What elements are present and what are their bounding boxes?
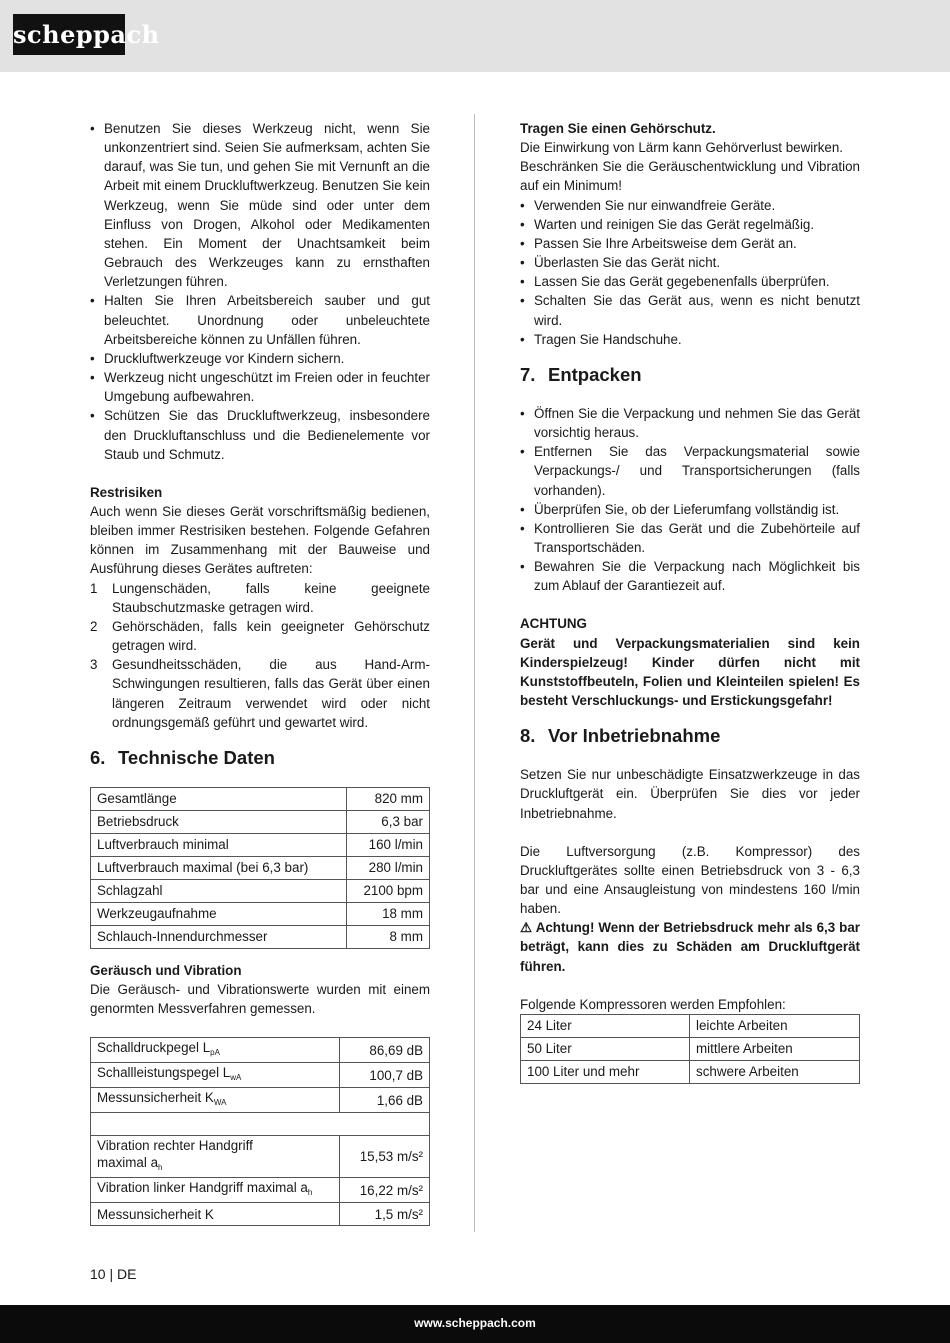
list-item: • Passen Sie Ihre Arbeitsweise dem Gerät an. bbox=[520, 234, 860, 253]
section-heading-vor-inbetriebnahme: 8. Vor Inbetriebnahme bbox=[520, 725, 721, 747]
list-item: • Lassen Sie das Gerät gegebenenfalls überprüfen. bbox=[520, 272, 860, 291]
table-row: Betriebsdruck 6,3 bar bbox=[91, 810, 430, 833]
noise-heading: Geräusch und Vibration bbox=[90, 962, 242, 978]
table-row: Werkzeugaufnahme 18 mm bbox=[91, 902, 430, 925]
list-item: • Schützen Sie das Druckluftwerkzeug, insbesondere den Druckluftanschluss und die Bedienelemente vor Staub und Schmutz. bbox=[90, 406, 430, 463]
table-row: Messunsicherheit K 1,5 m/s² bbox=[91, 1203, 430, 1226]
list-item: • Druckluftwerkzeuge vor Kindern sichern. bbox=[90, 349, 430, 368]
list-item: • Benutzen Sie dieses Werkzeug nicht, wenn Sie unkonzentriert sind. Seien Sie aufmerksam, achten Sie darauf, was Sie tun, und gehen Sie mit Vernunft an die Arbeit mit einem Druckluftwerkzeug. Benutzen Sie kein Werkzeug, wenn Sie müde sind oder unter dem Einfluss von Drogen, Alkohol oder Medikamenten stehen. Ein Moment der Unachtsamkeit beim Gebrauch des Werkzeuges kann zu ernsthaften Verletzungen führen. bbox=[90, 119, 430, 291]
list-item: • Überlasten Sie das Gerät nicht. bbox=[520, 253, 860, 272]
list-item: • Kontrollieren Sie das Gerät und die Zubehörteile auf Transportschäden. bbox=[520, 519, 860, 557]
restrisiken-heading: Restrisiken bbox=[90, 484, 163, 500]
table-row: Luftverbrauch minimal 160 l/min bbox=[91, 833, 430, 856]
list-item: • Überprüfen Sie, ob der Lieferumfang vollständig ist. bbox=[520, 500, 860, 519]
section-heading-technische-daten: 6. Technische Daten bbox=[90, 746, 275, 768]
compressor-table bbox=[520, 1014, 860, 1084]
tech-data-table bbox=[90, 787, 430, 949]
achtung-text: Gerät und Verpackungsmaterialien sind kein Kinderspielzeug! Kinder dürfen nicht mit Kunststoffbeuteln, Folien und Kleinteilen spielen! Es besteht Verschluckungs- und Erstickungsgefahr! bbox=[520, 635, 860, 709]
list-item: 2 Gehörschäden, falls kein geeigneter Gehörschutz getragen wird. bbox=[90, 618, 430, 654]
list-item: • Schalten Sie das Gerät aus, wenn es nicht benutzt wird. bbox=[520, 291, 860, 329]
table-row: 50 Liter mittlere Arbeiten bbox=[521, 1037, 860, 1060]
table-row-empty bbox=[91, 1113, 430, 1136]
vor-text: Setzen Sie nur unbeschädigte Einsatzwerkzeuge in das Druckluftgerät ein. Überprüfen Sie dies vor jeder Inbetriebnahme. bbox=[520, 767, 860, 821]
hearing-heading: Tragen Sie einen Gehörschutz. bbox=[520, 121, 716, 136]
table-row: Vibration rechter Handgriff maximal $a_h$ 15,53 m/s² bbox=[91, 1136, 430, 1178]
pressure-warning: ⚠ Achtung! Wenn der Betriebsdruck mehr als 6,3 bar beträgt, kann dies zu Schäden am Druckluftgerät führen. bbox=[520, 920, 860, 974]
restrisiken-text: Auch wenn Sie dieses Gerät vorschriftsmäßig bedienen, bleiben immer Restrisiken bestehen. Folgende Gefahren können im Zusammenhang mit der Bauweise und Ausführung dieses Gerätes auftreten: bbox=[90, 503, 430, 577]
list-item: • Entfernen Sie das Verpackungsmaterial sowie Verpackungs-/ und Transportsicherungen (falls vorhanden). bbox=[520, 442, 860, 499]
header-bar bbox=[0, 0, 950, 72]
table-row: Schalldruckpegel $L_{pA}$ 86,69 dB bbox=[91, 1038, 430, 1063]
list-item: 1 Lungenschäden, falls keine geeignete Staubschutzmaske getragen wird. bbox=[90, 580, 430, 615]
right-column bbox=[520, 119, 860, 1084]
risk-list bbox=[90, 579, 430, 732]
table-row: Messunsicherheit $K_{WA}$ 1,66 dB bbox=[91, 1088, 430, 1113]
warning-triangle-icon: ⚠ bbox=[520, 920, 533, 936]
section-heading-entpacken: 7. Entpacken bbox=[520, 363, 642, 385]
footer-url[interactable]: www.scheppach.com bbox=[414, 1316, 536, 1330]
list-item: • Bewahren Sie die Verpackung nach Möglichkeit bis zum Ablauf der Garantiezeit auf. bbox=[520, 557, 860, 595]
safety-bullet-list bbox=[90, 119, 430, 464]
noise-vibration-table bbox=[90, 1037, 430, 1226]
left-column bbox=[90, 119, 430, 1226]
hearing-text: Beschränken Sie die Geräuschentwicklung und Vibration auf ein Minimum! bbox=[520, 159, 860, 194]
list-item: • Warten und reinigen Sie das Gerät regelmäßig. bbox=[520, 215, 860, 234]
page-number: 10 | DE bbox=[90, 1266, 137, 1282]
column-divider bbox=[474, 114, 475, 1232]
noise-text: Die Geräusch- und Vibrationswerte wurden mit einem genormten Messverfahren gemessen. bbox=[90, 982, 430, 1017]
list-item: • Tragen Sie Handschuhe. bbox=[520, 330, 860, 349]
list-item: • Verwenden Sie nur einwandfreie Geräte. bbox=[520, 196, 860, 215]
table-row: Vibration linker Handgriff maximal $a_h$ 16,22 m/s² bbox=[91, 1178, 430, 1203]
list-item: • Halten Sie Ihren Arbeitsbereich sauber und gut beleuchtet. Unordnung oder unbeleuchtete Arbeitsbereiche können zu Unfällen führen. bbox=[90, 291, 430, 348]
table-row: Gesamtlänge 820 mm bbox=[91, 787, 430, 810]
footer-bar bbox=[0, 1305, 950, 1343]
brand-logo: scheppach bbox=[13, 14, 125, 55]
hearing-text: Die Einwirkung von Lärm kann Gehörverlust bewirken. bbox=[520, 140, 844, 156]
compressor-intro: Folgende Kompressoren werden Empfohlen: bbox=[520, 996, 786, 1012]
list-item: • Öffnen Sie die Verpackung und nehmen Sie das Gerät vorsichtig heraus. bbox=[520, 404, 860, 442]
list-item: 3 Gesundheitsschäden, die aus Hand-Arm- Schwingungen resultieren, falls das Gerät über einen längeren Zeitraum verwendet wird oder nicht ordnungsgemäß geführt und gewartet wird. bbox=[90, 657, 430, 730]
table-row: Luftverbrauch maximal (bei 6,3 bar) 280 l/min bbox=[91, 856, 430, 879]
unpack-bullet-list bbox=[520, 404, 860, 596]
table-row: 24 Liter leichte Arbeiten bbox=[521, 1014, 860, 1037]
list-item: • Werkzeug nicht ungeschützt im Freien oder in feuchter Umgebung aufbewahren. bbox=[90, 368, 430, 406]
table-row: Schlauch-Innendurchmesser 8 mm bbox=[91, 925, 430, 948]
table-row: Schallleistungspegel $L_{wA}$ 100,7 dB bbox=[91, 1063, 430, 1088]
hearing-bullet-list bbox=[520, 196, 860, 349]
achtung-heading: ACHTUNG bbox=[520, 616, 587, 632]
vor-text: Die Luftversorgung (z.B. Kompressor) des Druckluftgerätes sollte einen Betriebsdruck von 3 - 6,3 bar und eine Ansaugleistung von mindestens 160 l/min haben. bbox=[520, 843, 860, 917]
table-row: Schlagzahl 2100 bpm bbox=[91, 879, 430, 902]
table-row: 100 Liter und mehr schwere Arbeiten bbox=[521, 1060, 860, 1083]
